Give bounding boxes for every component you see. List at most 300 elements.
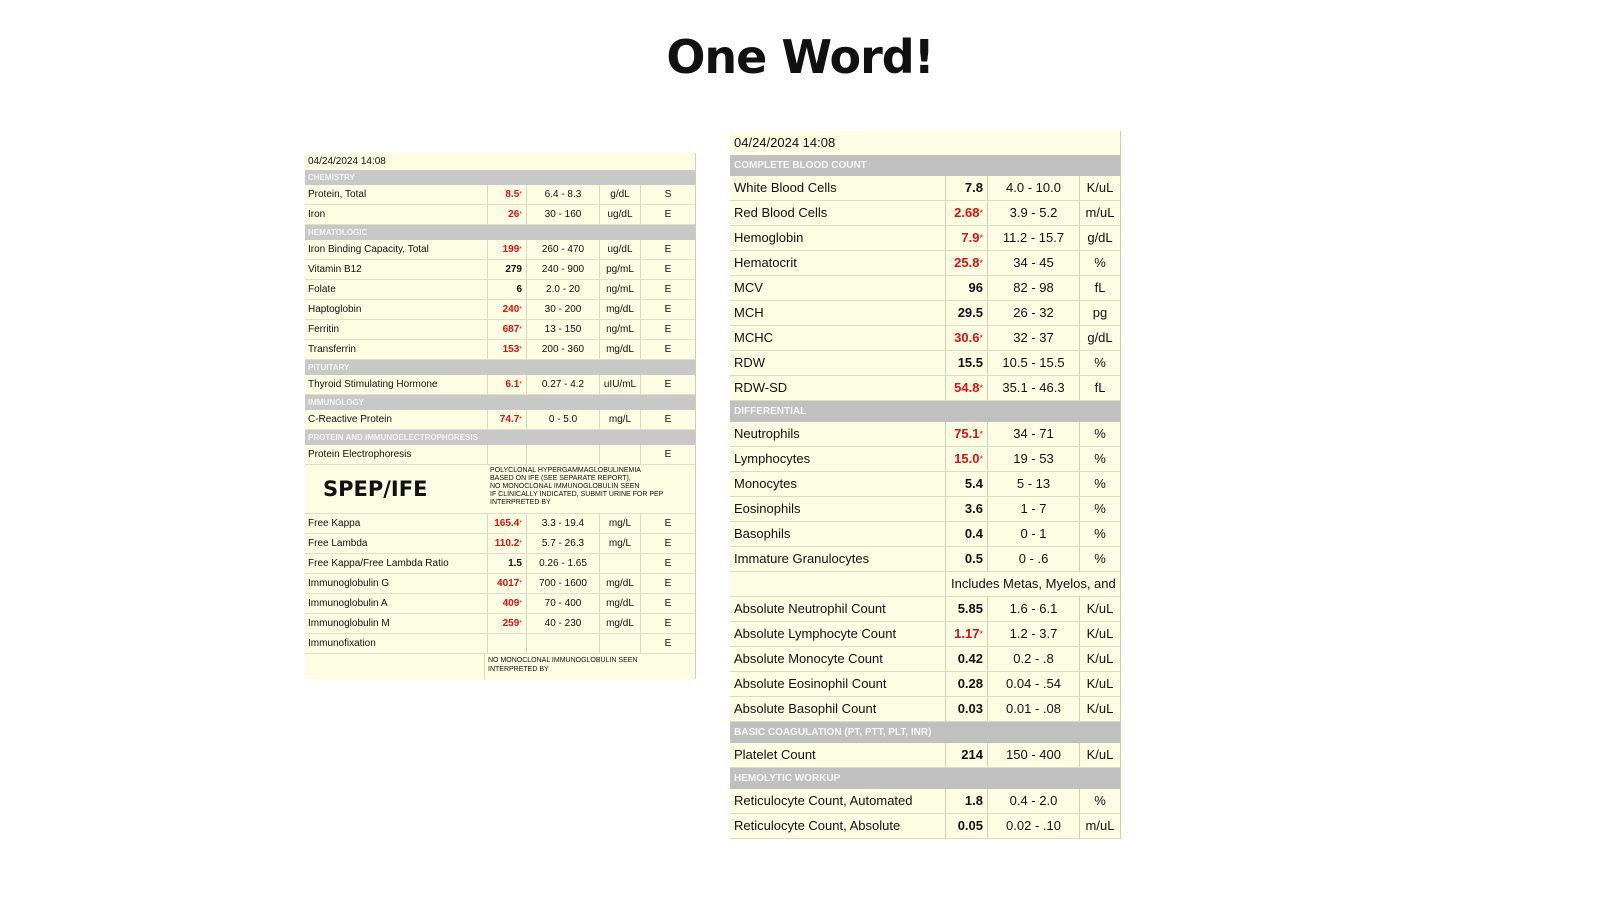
result-row: [730, 376, 1120, 401]
test-name: Reticulocyte Count, Automated: [730, 789, 946, 813]
result-value: [488, 320, 527, 339]
unit: %: [1094, 551, 1106, 566]
reference-range: 150 - 400: [988, 743, 1080, 767]
reference-range: 2.0 - 20: [527, 280, 600, 299]
reference-range: 0.27 - 4.2: [527, 375, 600, 394]
result-value-text: 74.7: [499, 414, 520, 425]
site-code: E: [664, 324, 672, 335]
unit: fL: [1094, 280, 1106, 295]
result-value: [946, 376, 988, 400]
site-code: E: [664, 518, 672, 529]
result-value-text: 1.5: [508, 558, 522, 569]
abnormal-flag: *: [979, 454, 983, 464]
site-code: S: [664, 189, 672, 200]
unit: K/uL: [1086, 626, 1114, 641]
reference-range: 6.4 - 8.3: [527, 185, 600, 204]
result-value-text: 96: [968, 280, 983, 295]
result-row: [305, 634, 695, 654]
site-code: E: [664, 379, 672, 390]
abnormal-flag: *: [519, 306, 522, 313]
result-row: [305, 320, 695, 340]
result-value-text: 153: [502, 344, 520, 355]
unit: K/uL: [1086, 701, 1114, 716]
result-value-text: 25.8: [954, 255, 980, 270]
result-value-text: 1.8: [964, 793, 983, 808]
result-row: [730, 472, 1120, 497]
test-name: Absolute Lymphocyte Count: [730, 622, 946, 646]
result-row: [305, 300, 695, 320]
result-value-text: 259: [502, 618, 520, 629]
reference-range: 0 - 5.0: [527, 410, 600, 429]
site-code: E: [664, 304, 672, 315]
result-row: [730, 176, 1120, 201]
site-code: E: [664, 414, 672, 425]
result-row: [305, 240, 695, 260]
result-row: [305, 260, 695, 280]
site-code: E: [664, 598, 672, 609]
result-value: [488, 594, 527, 613]
abnormal-flag: *: [519, 346, 522, 353]
result-value-text: 30.6: [954, 330, 980, 345]
unit: m/uL: [1085, 205, 1115, 220]
test-name: Haptoglobin: [305, 300, 488, 319]
result-value-text: 6.1: [505, 379, 520, 390]
unit: pg: [1092, 305, 1108, 320]
unit: g/dL: [1087, 230, 1113, 245]
comment-text: Includes Metas, Myelos, and: [951, 576, 1116, 591]
test-name: MCHC: [730, 326, 946, 350]
reference-range: 1 - 7: [988, 497, 1080, 521]
result-value: [488, 300, 527, 319]
page-title: One Word!: [666, 30, 934, 84]
result-value: [946, 422, 988, 446]
reference-range: 1.2 - 3.7: [988, 622, 1080, 646]
test-name: Immunofixation: [305, 634, 488, 653]
unit: K/uL: [1086, 651, 1114, 666]
test-name: MCH: [730, 301, 946, 325]
unit: m/uL: [1085, 818, 1115, 833]
test-name: Folate: [305, 280, 488, 299]
reference-range: 0 - 1: [988, 522, 1080, 546]
site-code: E: [664, 209, 672, 220]
unit: mg/L: [600, 514, 641, 533]
abnormal-flag: *: [979, 429, 983, 439]
result-row: [305, 280, 695, 300]
test-name: MCV: [730, 276, 946, 300]
section-header: PROTEIN AND IMMUNOELECTROPHORESIS: [305, 430, 695, 445]
blank-cell: [305, 654, 485, 679]
result-value: [946, 176, 988, 200]
result-row: [730, 597, 1120, 622]
result-row: [730, 647, 1120, 672]
result-value-text: 15.5: [957, 355, 983, 370]
result-value-text: 279: [505, 264, 522, 275]
reference-range: [527, 634, 600, 653]
site-code: E: [664, 558, 672, 569]
test-name: Reticulocyte Count, Absolute: [730, 814, 946, 838]
result-row: [305, 534, 695, 554]
result-value: [946, 276, 988, 300]
test-name: Free Kappa/Free Lambda Ratio: [305, 554, 488, 573]
reference-range: 26 - 32: [988, 301, 1080, 325]
result-row: [730, 201, 1120, 226]
test-name: RDW-SD: [730, 376, 946, 400]
section-header: CHEMISTRY: [305, 170, 695, 185]
result-value-text: 4017: [497, 578, 520, 589]
result-row: [730, 622, 1120, 647]
unit: %: [1094, 355, 1106, 370]
test-name: Immunoglobulin A: [305, 594, 488, 613]
result-value-text: 2.68: [954, 205, 980, 220]
result-row: [730, 301, 1120, 326]
unit: mg/L: [600, 534, 641, 553]
reference-range: 1.6 - 6.1: [988, 597, 1080, 621]
section-header: COMPLETE BLOOD COUNT: [730, 155, 1120, 176]
abnormal-flag: *: [519, 326, 522, 333]
result-value-text: 214: [961, 747, 983, 762]
result-value: [946, 672, 988, 696]
unit: pg/mL: [600, 260, 641, 279]
abnormal-flag: *: [519, 540, 522, 547]
unit: g/dL: [1087, 330, 1113, 345]
section-header: PITUITARY: [305, 360, 695, 375]
test-name: Absolute Neutrophil Count: [730, 597, 946, 621]
reference-range: 0.02 - .10: [988, 814, 1080, 838]
result-value: [946, 743, 988, 767]
reference-range: 32 - 37: [988, 326, 1080, 350]
ife-note-row: [305, 654, 695, 679]
result-value: [488, 375, 527, 394]
unit: %: [1094, 476, 1106, 491]
result-value: [946, 622, 988, 646]
result-value-text: 5.85: [957, 601, 983, 616]
unit: mg/dL: [600, 340, 641, 359]
result-value: [946, 301, 988, 325]
result-value: [488, 574, 527, 593]
result-value: [488, 280, 527, 299]
test-name: Iron: [305, 205, 488, 224]
site-code: E: [664, 244, 672, 255]
unit: %: [1094, 426, 1106, 441]
result-row: [730, 789, 1120, 814]
unit: mg/dL: [600, 594, 641, 613]
site-code: E: [664, 538, 672, 549]
result-value-text: 5.4: [964, 476, 983, 491]
abnormal-flag: *: [979, 383, 983, 393]
unit: fL: [1094, 380, 1106, 395]
result-value-text: 165.4: [494, 518, 520, 529]
test-name: Hematocrit: [730, 251, 946, 275]
test-name: Protein, Total: [305, 185, 488, 204]
unit: ug/dL: [600, 240, 641, 259]
unit: [600, 634, 641, 653]
test-name: Thyroid Stimulating Hormone: [305, 375, 488, 394]
result-value: [488, 410, 527, 429]
unit: ug/dL: [600, 205, 641, 224]
test-name: Absolute Eosinophil Count: [730, 672, 946, 696]
site-code: E: [664, 449, 672, 460]
left-immunoglobulin-rows: [305, 514, 695, 654]
result-row: [730, 276, 1120, 301]
section-header: DIFFERENTIAL: [730, 401, 1120, 422]
unit: g/dL: [600, 185, 641, 204]
spep-ife-label: SPEP/IFE: [323, 477, 428, 501]
test-name: White Blood Cells: [730, 176, 946, 200]
result-value-text: 0.4: [964, 526, 983, 541]
result-value-text: 1.17: [954, 626, 980, 641]
result-value: [946, 447, 988, 471]
reference-range: 0.01 - .08: [988, 697, 1080, 721]
unit: %: [1094, 255, 1106, 270]
result-row: [305, 205, 695, 225]
lab-results-panel-left: [305, 153, 696, 679]
result-value-text: 0.42: [957, 651, 983, 666]
unit: mg/dL: [600, 614, 641, 633]
result-row: [305, 554, 695, 574]
reference-range: 3.3 - 19.4: [527, 514, 600, 533]
test-name: Iron Binding Capacity, Total: [305, 240, 488, 259]
result-row: [305, 614, 695, 634]
result-row: [730, 226, 1120, 251]
lab-results-panel-right: [730, 131, 1121, 839]
result-value: [488, 240, 527, 259]
abnormal-flag: *: [519, 620, 522, 627]
comment-row: [730, 572, 1120, 597]
result-value: [946, 522, 988, 546]
test-name: Platelet Count: [730, 743, 946, 767]
spep-ife-block: [305, 465, 695, 514]
abnormal-flag: *: [979, 333, 983, 343]
unit: ng/mL: [600, 320, 641, 339]
result-row: [730, 251, 1120, 276]
abnormal-flag: *: [519, 191, 522, 198]
result-row: [730, 547, 1120, 572]
test-name: Monocytes: [730, 472, 946, 496]
site-code: E: [664, 578, 672, 589]
result-value-text: 409: [502, 598, 520, 609]
test-name: Absolute Basophil Count: [730, 697, 946, 721]
unit: mg/dL: [600, 574, 641, 593]
site-code: E: [664, 264, 672, 275]
unit: K/uL: [1086, 676, 1114, 691]
result-value: [946, 472, 988, 496]
result-row: [730, 743, 1120, 768]
abnormal-flag: *: [519, 416, 522, 423]
result-value-text: 26: [508, 209, 520, 220]
result-row: [305, 185, 695, 205]
result-value-text: 0.05: [957, 818, 983, 833]
result-row: [305, 574, 695, 594]
result-value: [488, 554, 527, 573]
reference-range: 0.26 - 1.65: [527, 554, 600, 573]
reference-range: 34 - 45: [988, 251, 1080, 275]
result-value: [946, 789, 988, 813]
test-name: Immature Granulocytes: [730, 547, 946, 571]
result-value: [488, 534, 527, 553]
reference-range: 13 - 150: [527, 320, 600, 339]
test-name: Neutrophils: [730, 422, 946, 446]
reference-range: 0.04 - .54: [988, 672, 1080, 696]
reference-range: 30 - 160: [527, 205, 600, 224]
result-value-text: 7.9: [961, 230, 980, 245]
reference-range: 34 - 71: [988, 422, 1080, 446]
test-name: Immunoglobulin G: [305, 574, 488, 593]
result-value-text: 199: [502, 244, 520, 255]
unit: %: [1094, 526, 1106, 541]
result-value-text: 75.1: [954, 426, 980, 441]
result-row: [305, 445, 695, 465]
reference-range: [527, 445, 600, 464]
abnormal-flag: *: [979, 629, 983, 639]
abnormal-flag: *: [519, 246, 522, 253]
result-row: [730, 814, 1120, 839]
report-timestamp: 04/24/2024 14:08: [305, 153, 695, 170]
result-value-text: 0.28: [957, 676, 983, 691]
reference-range: 240 - 900: [527, 260, 600, 279]
reference-range: 3.9 - 5.2: [988, 201, 1080, 225]
result-value: [488, 205, 527, 224]
reference-range: 700 - 1600: [527, 574, 600, 593]
abnormal-flag: *: [519, 520, 522, 527]
abnormal-flag: *: [519, 211, 522, 218]
unit: K/uL: [1086, 601, 1114, 616]
test-name: Hemoglobin: [730, 226, 946, 250]
result-value-text: 110.2: [494, 538, 520, 549]
result-value-text: 8.5: [505, 189, 520, 200]
result-value: [488, 514, 527, 533]
result-value-text: 7.8: [964, 180, 983, 195]
reference-range: 35.1 - 46.3: [988, 376, 1080, 400]
test-name: C-Reactive Protein: [305, 410, 488, 429]
unit: %: [1094, 451, 1106, 466]
reference-range: 11.2 - 15.7: [988, 226, 1080, 250]
reference-range: 260 - 470: [527, 240, 600, 259]
unit: %: [1094, 793, 1106, 808]
test-name: Basophils: [730, 522, 946, 546]
reference-range: 0 - .6: [988, 547, 1080, 571]
result-row: [305, 514, 695, 534]
result-value: [946, 351, 988, 375]
result-value-text: 687: [502, 324, 520, 335]
result-row: [730, 351, 1120, 376]
result-value: [488, 260, 527, 279]
result-row: [305, 375, 695, 395]
unit: [600, 554, 641, 573]
result-value: [946, 226, 988, 250]
test-name: Protein Electrophoresis: [305, 445, 488, 464]
reference-range: 19 - 53: [988, 447, 1080, 471]
result-value: [946, 497, 988, 521]
result-value: [946, 251, 988, 275]
result-row: [730, 672, 1120, 697]
reference-range: 5 - 13: [988, 472, 1080, 496]
result-value: [946, 326, 988, 350]
result-value-text: 240: [502, 304, 520, 315]
unit: uIU/mL: [600, 375, 641, 394]
test-name: Absolute Monocyte Count: [730, 647, 946, 671]
reference-range: 70 - 400: [527, 594, 600, 613]
section-header: HEMOLYTIC WORKUP: [730, 768, 1120, 789]
result-value: [488, 614, 527, 633]
reference-range: 0.2 - .8: [988, 647, 1080, 671]
unit: K/uL: [1086, 180, 1114, 195]
result-row: [730, 422, 1120, 447]
result-row: [730, 326, 1120, 351]
section-header: BASIC COAGULATION (PT, PTT, PLT, INR): [730, 722, 1120, 743]
reference-range: 10.5 - 15.5: [988, 351, 1080, 375]
result-row: [730, 497, 1120, 522]
site-code: E: [664, 638, 672, 649]
result-value: [488, 634, 527, 653]
unit: %: [1094, 501, 1106, 516]
report-timestamp: 04/24/2024 14:08: [734, 135, 836, 150]
test-name: Transferrin: [305, 340, 488, 359]
reference-range: 82 - 98: [988, 276, 1080, 300]
blank-cell: [730, 572, 946, 596]
unit: ng/mL: [600, 280, 641, 299]
unit: K/uL: [1086, 747, 1114, 762]
result-value-text: 54.8: [954, 380, 980, 395]
reference-range: 5.7 - 26.3: [527, 534, 600, 553]
result-value: [946, 647, 988, 671]
reference-range: 30 - 200: [527, 300, 600, 319]
result-value: [946, 597, 988, 621]
result-value: [488, 340, 527, 359]
result-value: [488, 445, 527, 464]
result-value: [946, 547, 988, 571]
site-code: E: [664, 344, 672, 355]
abnormal-flag: *: [979, 233, 983, 243]
test-name: Immunoglobulin M: [305, 614, 488, 633]
result-value: [946, 814, 988, 838]
reference-range: 4.0 - 10.0: [988, 176, 1080, 200]
abnormal-flag: *: [519, 600, 522, 607]
result-value-text: 0.5: [964, 551, 983, 566]
result-row: [730, 697, 1120, 722]
test-name: RDW: [730, 351, 946, 375]
test-name: Vitamin B12: [305, 260, 488, 279]
abnormal-flag: *: [979, 208, 983, 218]
abnormal-flag: *: [519, 381, 522, 388]
test-name: Lymphocytes: [730, 447, 946, 471]
section-header: HEMATOLOGIC: [305, 225, 695, 240]
section-header: IMMUNOLOGY: [305, 395, 695, 410]
abnormal-flag: *: [519, 580, 522, 587]
site-code: E: [664, 284, 672, 295]
right-sections: [730, 155, 1120, 839]
result-row: [305, 410, 695, 430]
result-row: [730, 447, 1120, 472]
spep-interpretation-note: POLYCLONAL HYPERGAMMAGLOBULINEMIA BASED ON IFE (SEE SEPARATE REPORT), NO MONOCLONAL IMMUNOGLOBULIN SEEN IF CLINICALLY INDICATED, SUBMIT URINE FOR PEP INTERPRETED BY: [490, 467, 664, 506]
result-row: [305, 340, 695, 360]
abnormal-flag: *: [979, 258, 983, 268]
result-value: [488, 185, 527, 204]
unit: mg/L: [600, 410, 641, 429]
result-value-text: 6: [516, 284, 522, 295]
result-row: [305, 594, 695, 614]
unit: mg/dL: [600, 300, 641, 319]
result-value-text: 15.0: [954, 451, 980, 466]
site-code: E: [664, 618, 672, 629]
test-name: Free Lambda: [305, 534, 488, 553]
result-value-text: 0.03: [957, 701, 983, 716]
result-value-text: 3.6: [964, 501, 983, 516]
reference-range: 40 - 230: [527, 614, 600, 633]
result-row: [730, 522, 1120, 547]
test-name: Red Blood Cells: [730, 201, 946, 225]
ife-interpretation-note: NO MONOCLONAL IMMUNOGLOBULIN SEEN INTERPRETED BY: [488, 657, 638, 673]
reference-range: 200 - 360: [527, 340, 600, 359]
